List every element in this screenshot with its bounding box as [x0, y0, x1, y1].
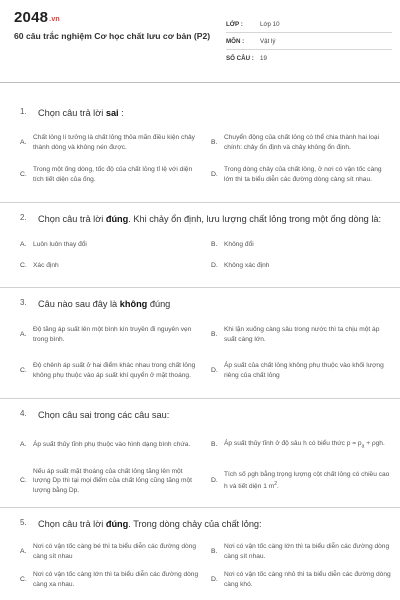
option-a[interactable] [20, 127, 201, 158]
logo-suffix: .vn [49, 16, 60, 23]
option-d[interactable] [211, 255, 392, 276]
option-text-part: . [277, 483, 279, 491]
option-letter: D. [211, 261, 218, 269]
option-superscript: 2 [274, 480, 277, 487]
option-b[interactable] [211, 538, 392, 566]
question-number: 2. [20, 213, 27, 222]
stem-text: : [118, 108, 124, 118]
option-text-part: + ρgh. [364, 439, 385, 447]
option-letter: A. [20, 548, 27, 556]
question-text [38, 408, 392, 422]
question-stem [20, 508, 392, 531]
stem-text: đúng [147, 299, 171, 309]
option-a[interactable] [20, 234, 201, 255]
option-d[interactable] [211, 351, 392, 391]
site-logo[interactable] [14, 9, 60, 26]
stem-emphasis: sai [105, 108, 119, 118]
option-b[interactable] [211, 429, 392, 461]
option-letter: B. [211, 138, 218, 146]
option-letter: D. [211, 171, 218, 179]
meta-row-count [226, 50, 392, 66]
question-stem [20, 288, 392, 311]
meta-key: MÔN : [226, 37, 245, 45]
option-text [224, 439, 392, 452]
options-grid [20, 234, 392, 276]
option-text-part: Áp suất thủy tĩnh ở độ sâu h có biểu thức p = p [224, 439, 362, 447]
option-text: Áp suất thủy tĩnh phụ thuộc vào hình dạng bình chứa. [33, 441, 191, 449]
option-text: Khi lặn xuống càng sâu trong nước thì ta chịu một áp suất càng lớn. [224, 325, 380, 343]
option-text: Nơi có vận tốc càng lớn thì ta biểu diễn các đường dòng càng sít nhau. [224, 543, 390, 560]
option-text: Không đổi [224, 240, 254, 248]
option-text: Độ chênh áp suất ở hai điểm khác nhau trong chất lỏng không phụ thuộc vào áp suất khí quyển ở mặt thoáng. [33, 362, 196, 379]
option-text: Chất lỏng lí tưởng là chất lỏng thỏa mãn điều kiện chảy thành dòng và không nén được. [33, 133, 195, 151]
stem-emphasis: không [119, 299, 148, 309]
stem-emphasis: đúng [105, 519, 129, 529]
stem-text: Chọn câu trả lời [38, 108, 106, 118]
option-c[interactable] [20, 158, 201, 192]
stem-text: Câu nào sau đây là [38, 299, 120, 309]
option-d[interactable] [211, 461, 392, 501]
question-3 [0, 288, 400, 399]
option-text: Độ tăng áp suất lên một bình kín truyền đi nguyên vẹn trong bình. [33, 325, 192, 343]
option-c[interactable] [20, 461, 201, 501]
option-text: Xác định [33, 261, 59, 269]
option-letter: A. [20, 138, 27, 146]
question-number: 1. [20, 107, 27, 116]
meta-row-class [226, 16, 392, 33]
option-letter: C. [20, 477, 27, 485]
question-number: 4. [20, 409, 27, 418]
worksheet-meta [226, 16, 392, 66]
option-text-part: Tích số ρgh bằng trọng lượng cột chất lỏng có chiều cao h và tiết diện 1 m [224, 471, 390, 491]
option-c[interactable] [20, 351, 201, 391]
question-text [38, 212, 392, 226]
option-letter: A. [20, 330, 27, 338]
stem-emphasis: đúng [105, 214, 129, 224]
option-text: Nếu áp suất mặt thoáng của chất lỏng tăng lên một lượng Dp thì tại mọi điểm của chất lỏng cũng tăng một lượng bằng Dp. [33, 467, 193, 494]
question-2 [0, 203, 400, 288]
option-letter: B. [211, 330, 218, 338]
option-text: Luôn luôn thay đổi [33, 240, 87, 248]
option-a[interactable] [20, 538, 201, 566]
option-letter: B. [211, 548, 218, 556]
question-stem [20, 203, 392, 226]
option-d[interactable] [211, 158, 392, 192]
option-d[interactable] [211, 566, 392, 594]
option-letter: A. [20, 240, 27, 248]
option-letter: B. [211, 240, 218, 248]
question-4 [0, 399, 400, 508]
meta-row-subject [226, 33, 392, 50]
stem-text: . Trong dòng chảy của chất lỏng: [128, 519, 262, 529]
option-b[interactable] [211, 234, 392, 255]
option-b[interactable] [211, 318, 392, 351]
option-text: Nơi có vận tốc càng lớn thì ta biểu diễn các đường dòng càng xa nhau. [33, 571, 199, 588]
question-5 [0, 508, 400, 600]
option-text: Không xác định [224, 261, 270, 269]
worksheet-title: 60 câu trắc nghiệm Cơ học chất lưu cơ bản (P2) [14, 31, 211, 41]
option-c[interactable] [20, 566, 201, 594]
options-grid [20, 318, 392, 391]
option-letter: A. [20, 441, 27, 449]
option-letter: C. [20, 261, 27, 269]
option-subscript: a [361, 442, 365, 449]
meta-key: SỐ CÂU : [226, 54, 254, 62]
option-text [224, 470, 392, 491]
stem-text: Chọn câu trả lời [38, 214, 106, 224]
worksheet-header [0, 0, 400, 83]
option-letter: B. [211, 441, 218, 449]
option-letter: C. [20, 171, 27, 179]
question-1 [0, 83, 400, 203]
option-text: Áp suất của chất lỏng không phụ thuộc vào khối lượng riêng của chất lỏng [224, 362, 384, 379]
stem-text: Chọn câu sai trong các câu sau: [38, 410, 170, 420]
logo-text: 2048 [14, 9, 49, 26]
question-number: 3. [20, 298, 27, 307]
option-text: Nơi có vận tốc càng bé thì ta biểu diễn các đường dòng càng sít nhau [33, 543, 196, 560]
option-text: Trong dòng chảy của chất lỏng, ở nơi có vận tốc càng lớn thì ta biểu diễn các đường dòng càng sít nhau. [224, 166, 382, 183]
stem-text: Chọn câu trả lời [38, 519, 106, 529]
meta-value: Lớp 10 [260, 20, 280, 28]
question-text [38, 106, 392, 120]
question-number: 5. [20, 518, 27, 527]
meta-value: 19 [260, 54, 267, 62]
option-letter: D. [211, 367, 218, 375]
option-text: Chuyển động của chất lỏng có thể chia thành hai loại chính: chảy ổn định và chảy không ổn định. [224, 133, 380, 151]
meta-key: LỚP : [226, 20, 243, 28]
option-a[interactable] [20, 429, 201, 461]
option-c[interactable] [20, 255, 201, 276]
question-stem [20, 399, 392, 422]
question-text [38, 517, 392, 531]
option-text: Trong một ống dòng, tốc độ của chất lỏng tỉ lệ với diện tích tiết diện của ống. [33, 166, 193, 183]
options-grid [20, 127, 392, 192]
option-letter: D. [211, 477, 218, 485]
option-b[interactable] [211, 127, 392, 158]
options-grid [20, 429, 392, 501]
option-letter: C. [20, 367, 27, 375]
option-a[interactable] [20, 318, 201, 351]
option-text: Nơi có vận tốc càng nhỏ thì ta biểu diễn các đường dòng càng khó. [224, 571, 391, 588]
meta-value: Vật lý [260, 37, 276, 45]
question-stem [20, 83, 392, 120]
option-letter: C. [20, 576, 27, 584]
option-letter: D. [211, 576, 218, 584]
options-grid [20, 538, 392, 594]
question-text [38, 297, 392, 311]
stem-text: . Khi chảy ổn định, lưu lượng chất lỏng trong một ống dòng là: [128, 214, 382, 224]
